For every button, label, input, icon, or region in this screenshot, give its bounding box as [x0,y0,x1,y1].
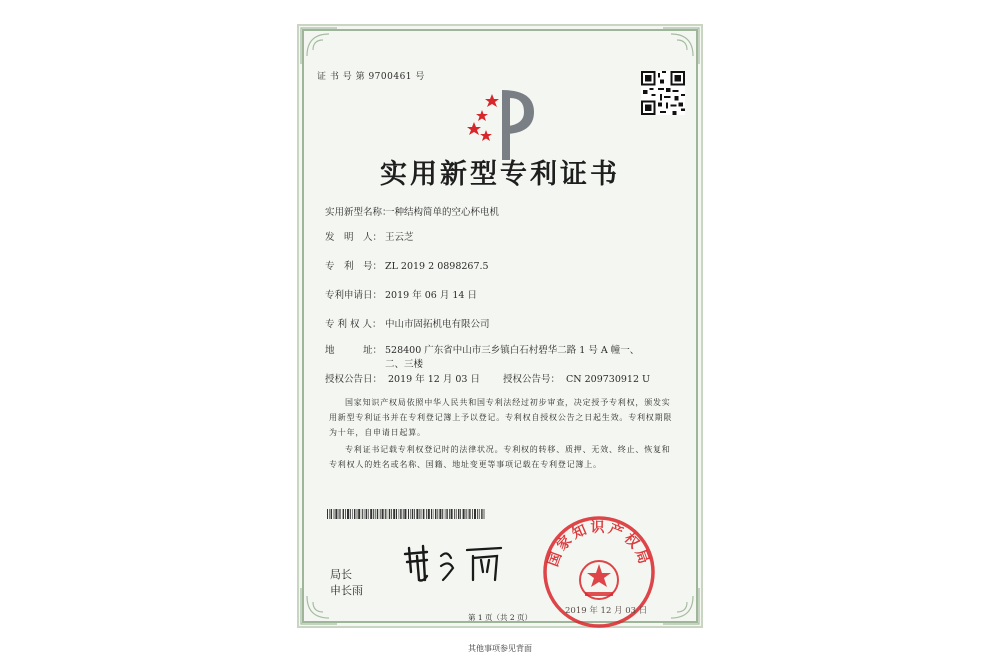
field-application-date [325,287,477,301]
field-value: ZL 2019 2 0898267.5 [385,261,489,272]
qr-code-icon [641,71,685,115]
grant-info-row [325,371,656,385]
barcode-icon [327,509,487,519]
paragraph-grant-statement: 国家知识产权局依照中华人民共和国专利法经过初步审查，决定授予专利权，颁发实用新型专利证书并在专利登记簿上予以登记。专利权自授权公告之日起生效。专利权期限为十年，自申请日起算。 [329,398,673,437]
field-patent-number [325,258,489,272]
field-value: 中山市固拓机电有限公司 [385,319,490,330]
grant-number-label: 授权公告号： [503,374,561,385]
field-inventor [325,229,414,243]
field-label: 专利申请日： [325,290,383,301]
field-value: 528400 广东省中山市三乡镇白石村碧华二路 1 号 A 幢一、 [385,345,640,356]
field-value: 一种结构简单的空心杯电机 [385,207,500,218]
paragraph-legal-status: 专利证书记载专利权登记时的法律状况。专利权的转移、质押、无效、终止、恢复和专利权人的姓名或名称、国籍、地址变更等事项记载在专利登记簿上。 [329,445,671,469]
field-label: 专 利 号： [325,261,383,272]
field-label: 专 利 权 人： [325,319,382,330]
field-label: 实用新型名称： [325,207,392,218]
footer-note: 其他事项参见背面 [468,644,532,653]
field-value: 2019 年 06 月 14 日 [385,290,477,301]
grant-date-label: 授权公告日： [325,374,383,385]
grant-number: CN 209730912 U [566,374,651,385]
patent-certificate [297,24,703,628]
address-line-2: 二、三楼 [385,359,424,370]
page-number: 第 1 页（共 2 页） [467,613,533,622]
seal-text: 国家知识产权局 [545,520,653,569]
field-patentee [325,316,490,330]
signature-icon [397,536,517,588]
certificate-number: 证 书 号 第 9700461 号 [317,72,425,82]
director-title: 局长 [330,568,352,581]
grant-date: 2019 年 12 月 03 日 [388,374,480,385]
corner-ornament-icon [661,26,701,66]
field-label: 地 址： [325,345,383,356]
field-label: 发 明 人： [325,232,383,243]
certificate-title: 实用新型专利证书 [380,159,620,190]
corner-ornament-icon [299,26,339,66]
field-value: 王云芝 [385,232,414,243]
seal-date: 2019 年 12 月 03 日 [565,606,648,616]
director-name: 申长雨 [330,584,363,597]
field-utility-model-name [325,204,499,218]
field-address [325,342,639,356]
cnipa-logo-icon [462,82,542,162]
